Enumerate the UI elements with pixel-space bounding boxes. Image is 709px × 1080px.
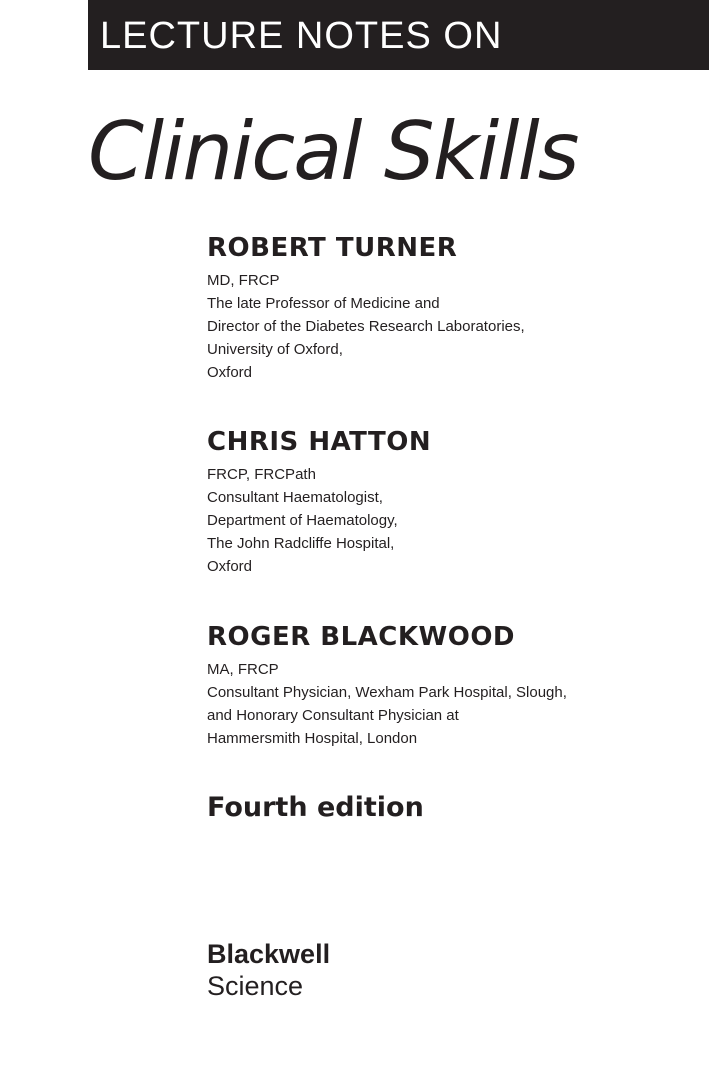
author-block-2 [207, 425, 687, 578]
author-name: ROBERT TURNER [207, 233, 458, 263]
author-line: The late Professor of Medicine and [207, 295, 440, 312]
author-line: Consultant Haematologist, [207, 489, 383, 506]
author-credentials [207, 463, 687, 578]
author-line: MD, FRCP [207, 272, 280, 289]
edition-label: Fourth edition [207, 792, 424, 823]
author-line: MA, FRCP [207, 661, 279, 678]
author-block-3 [207, 620, 687, 750]
author-line: The John Radcliffe Hospital, [207, 535, 395, 552]
author-credentials [207, 269, 687, 384]
series-label: LECTURE NOTES ON [100, 15, 503, 57]
author-line: University of Oxford, [207, 341, 343, 358]
author-credentials [207, 658, 687, 750]
author-line: Oxford [207, 364, 253, 381]
author-line: Department of Haematology, [207, 512, 398, 529]
series-banner [88, 0, 709, 70]
book-title: Clinical Skills [88, 105, 578, 198]
author-line: Consultant Physician, Wexham Park Hospital, Slough, [207, 684, 567, 701]
author-name: ROGER BLACKWOOD [207, 622, 515, 652]
author-line: Oxford [207, 558, 253, 575]
publisher-logo [207, 938, 330, 1002]
author-line: Director of the Diabetes Research Laboratories, [207, 318, 525, 335]
author-line: Hammersmith Hospital, London [207, 730, 418, 747]
publisher-imprint: Science [207, 971, 304, 1001]
author-block-1 [207, 231, 687, 384]
author-line: FRCP, FRCPath [207, 466, 316, 483]
author-name: CHRIS HATTON [207, 427, 432, 457]
publisher-name: Blackwell [207, 939, 331, 969]
author-line: and Honorary Consultant Physician at [207, 707, 459, 724]
